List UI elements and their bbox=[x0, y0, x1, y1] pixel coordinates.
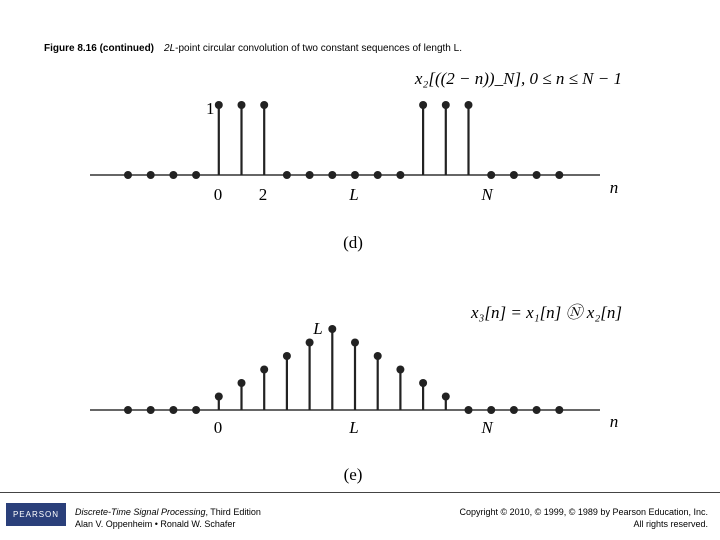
panel-d-x-label-n: n bbox=[609, 178, 619, 197]
panel-e-stem-point-2 bbox=[169, 406, 177, 414]
panel-d-x-label-2: 2 bbox=[258, 185, 268, 204]
panel-d-stem-point-0 bbox=[124, 171, 132, 179]
panel-e-stem-point-14 bbox=[442, 393, 450, 401]
panel-e-stem-point-19 bbox=[555, 406, 563, 414]
panel-e-stem-point-7 bbox=[283, 352, 291, 360]
panel-e-stem-point-9 bbox=[328, 325, 336, 333]
panel-e-stem-point-13 bbox=[419, 379, 427, 387]
copyright-notice bbox=[459, 506, 708, 530]
panel-d-stem-point-16 bbox=[487, 171, 495, 179]
panel-d-stem-point-15 bbox=[465, 101, 473, 109]
panel-e-stem-point-15 bbox=[465, 406, 473, 414]
panel-d-y-label: 1 bbox=[206, 99, 215, 118]
pearson-logo: PEARSON bbox=[6, 503, 66, 526]
caption-variable: 2L bbox=[164, 43, 176, 54]
panel-e-stem-point-5 bbox=[238, 379, 246, 387]
panel-d-stems bbox=[124, 101, 563, 179]
panel-e-stem-point-18 bbox=[533, 406, 541, 414]
panel-d-stem-point-6 bbox=[260, 101, 268, 109]
panel-d-title: x₂[((2 − n))_N], 0 ≤ n ≤ N − 1 bbox=[414, 69, 622, 88]
panel-d-sublabel: (d) bbox=[343, 233, 363, 252]
panel-e-x-label-0: 0 bbox=[213, 418, 223, 437]
panel-d-stem-point-7 bbox=[283, 171, 291, 179]
panel-d bbox=[90, 69, 622, 252]
panel-d-stem-point-1 bbox=[147, 171, 155, 179]
panel-e-stems bbox=[124, 325, 563, 414]
panel-e-stem-point-0 bbox=[124, 406, 132, 414]
book-edition: , Third Edition bbox=[205, 507, 261, 517]
panel-d-stem-point-8 bbox=[306, 171, 314, 179]
panel-e-stem-point-17 bbox=[510, 406, 518, 414]
panel-d-stem-point-4 bbox=[215, 101, 223, 109]
panel-e-x-label-n: n bbox=[609, 412, 619, 431]
panel-e-stem-point-12 bbox=[396, 366, 404, 374]
panel-d-stem-point-17 bbox=[510, 171, 518, 179]
book-info bbox=[75, 506, 261, 530]
panel-d-stem-point-9 bbox=[328, 171, 336, 179]
panel-e-peak-label: L bbox=[313, 319, 323, 338]
panel-e-x-label-N: N bbox=[481, 418, 493, 437]
panel-d-stem-point-14 bbox=[442, 101, 450, 109]
caption-text: -point circular convolution of two constant sequences of length L. bbox=[175, 43, 462, 54]
panel-d-stem-point-5 bbox=[238, 101, 246, 109]
panel-d-x-label-0: 0 bbox=[213, 185, 223, 204]
panel-e-title: x₃[n] = x₁[n] Ⓝ x₂[n] bbox=[470, 303, 622, 322]
panel-e-stem-point-3 bbox=[192, 406, 200, 414]
panel-e-stem-point-6 bbox=[260, 366, 268, 374]
panel-d-stem-point-13 bbox=[419, 101, 427, 109]
book-authors: Alan V. Oppenheim • Ronald W. Schafer bbox=[75, 519, 236, 529]
panel-d-stem-point-10 bbox=[351, 171, 359, 179]
copyright-text: Copyright © 2010, © 1999, © 1989 by Pearson Education, Inc. bbox=[459, 507, 708, 517]
panel-e-stem-point-8 bbox=[306, 339, 314, 347]
panel-d-stem-point-18 bbox=[533, 171, 541, 179]
rights-text: All rights reserved. bbox=[633, 519, 708, 529]
figure-number: Figure 8.16 (continued) bbox=[44, 43, 155, 54]
footer-divider bbox=[0, 492, 720, 493]
book-title: Discrete-Time Signal Processing bbox=[75, 507, 206, 517]
panel-e-x-label-L: L bbox=[349, 418, 359, 437]
panel-e-stem-point-10 bbox=[351, 339, 359, 347]
panel-d-stem-point-3 bbox=[192, 171, 200, 179]
panel-d-stem-point-12 bbox=[396, 171, 404, 179]
panel-d-stem-point-19 bbox=[555, 171, 563, 179]
panel-e-stem-point-16 bbox=[487, 406, 495, 414]
panel-d-x-label-L: L bbox=[349, 185, 359, 204]
panel-e-stem-point-1 bbox=[147, 406, 155, 414]
panel-e-sublabel: (e) bbox=[343, 465, 363, 484]
panel-d-x-label-N: N bbox=[481, 185, 493, 204]
panel-d-stem-point-2 bbox=[169, 171, 177, 179]
panel-d-stem-point-11 bbox=[374, 171, 382, 179]
panel-e-stem-point-11 bbox=[374, 352, 382, 360]
panel-e bbox=[90, 303, 622, 484]
panel-e-stem-point-4 bbox=[215, 393, 223, 401]
